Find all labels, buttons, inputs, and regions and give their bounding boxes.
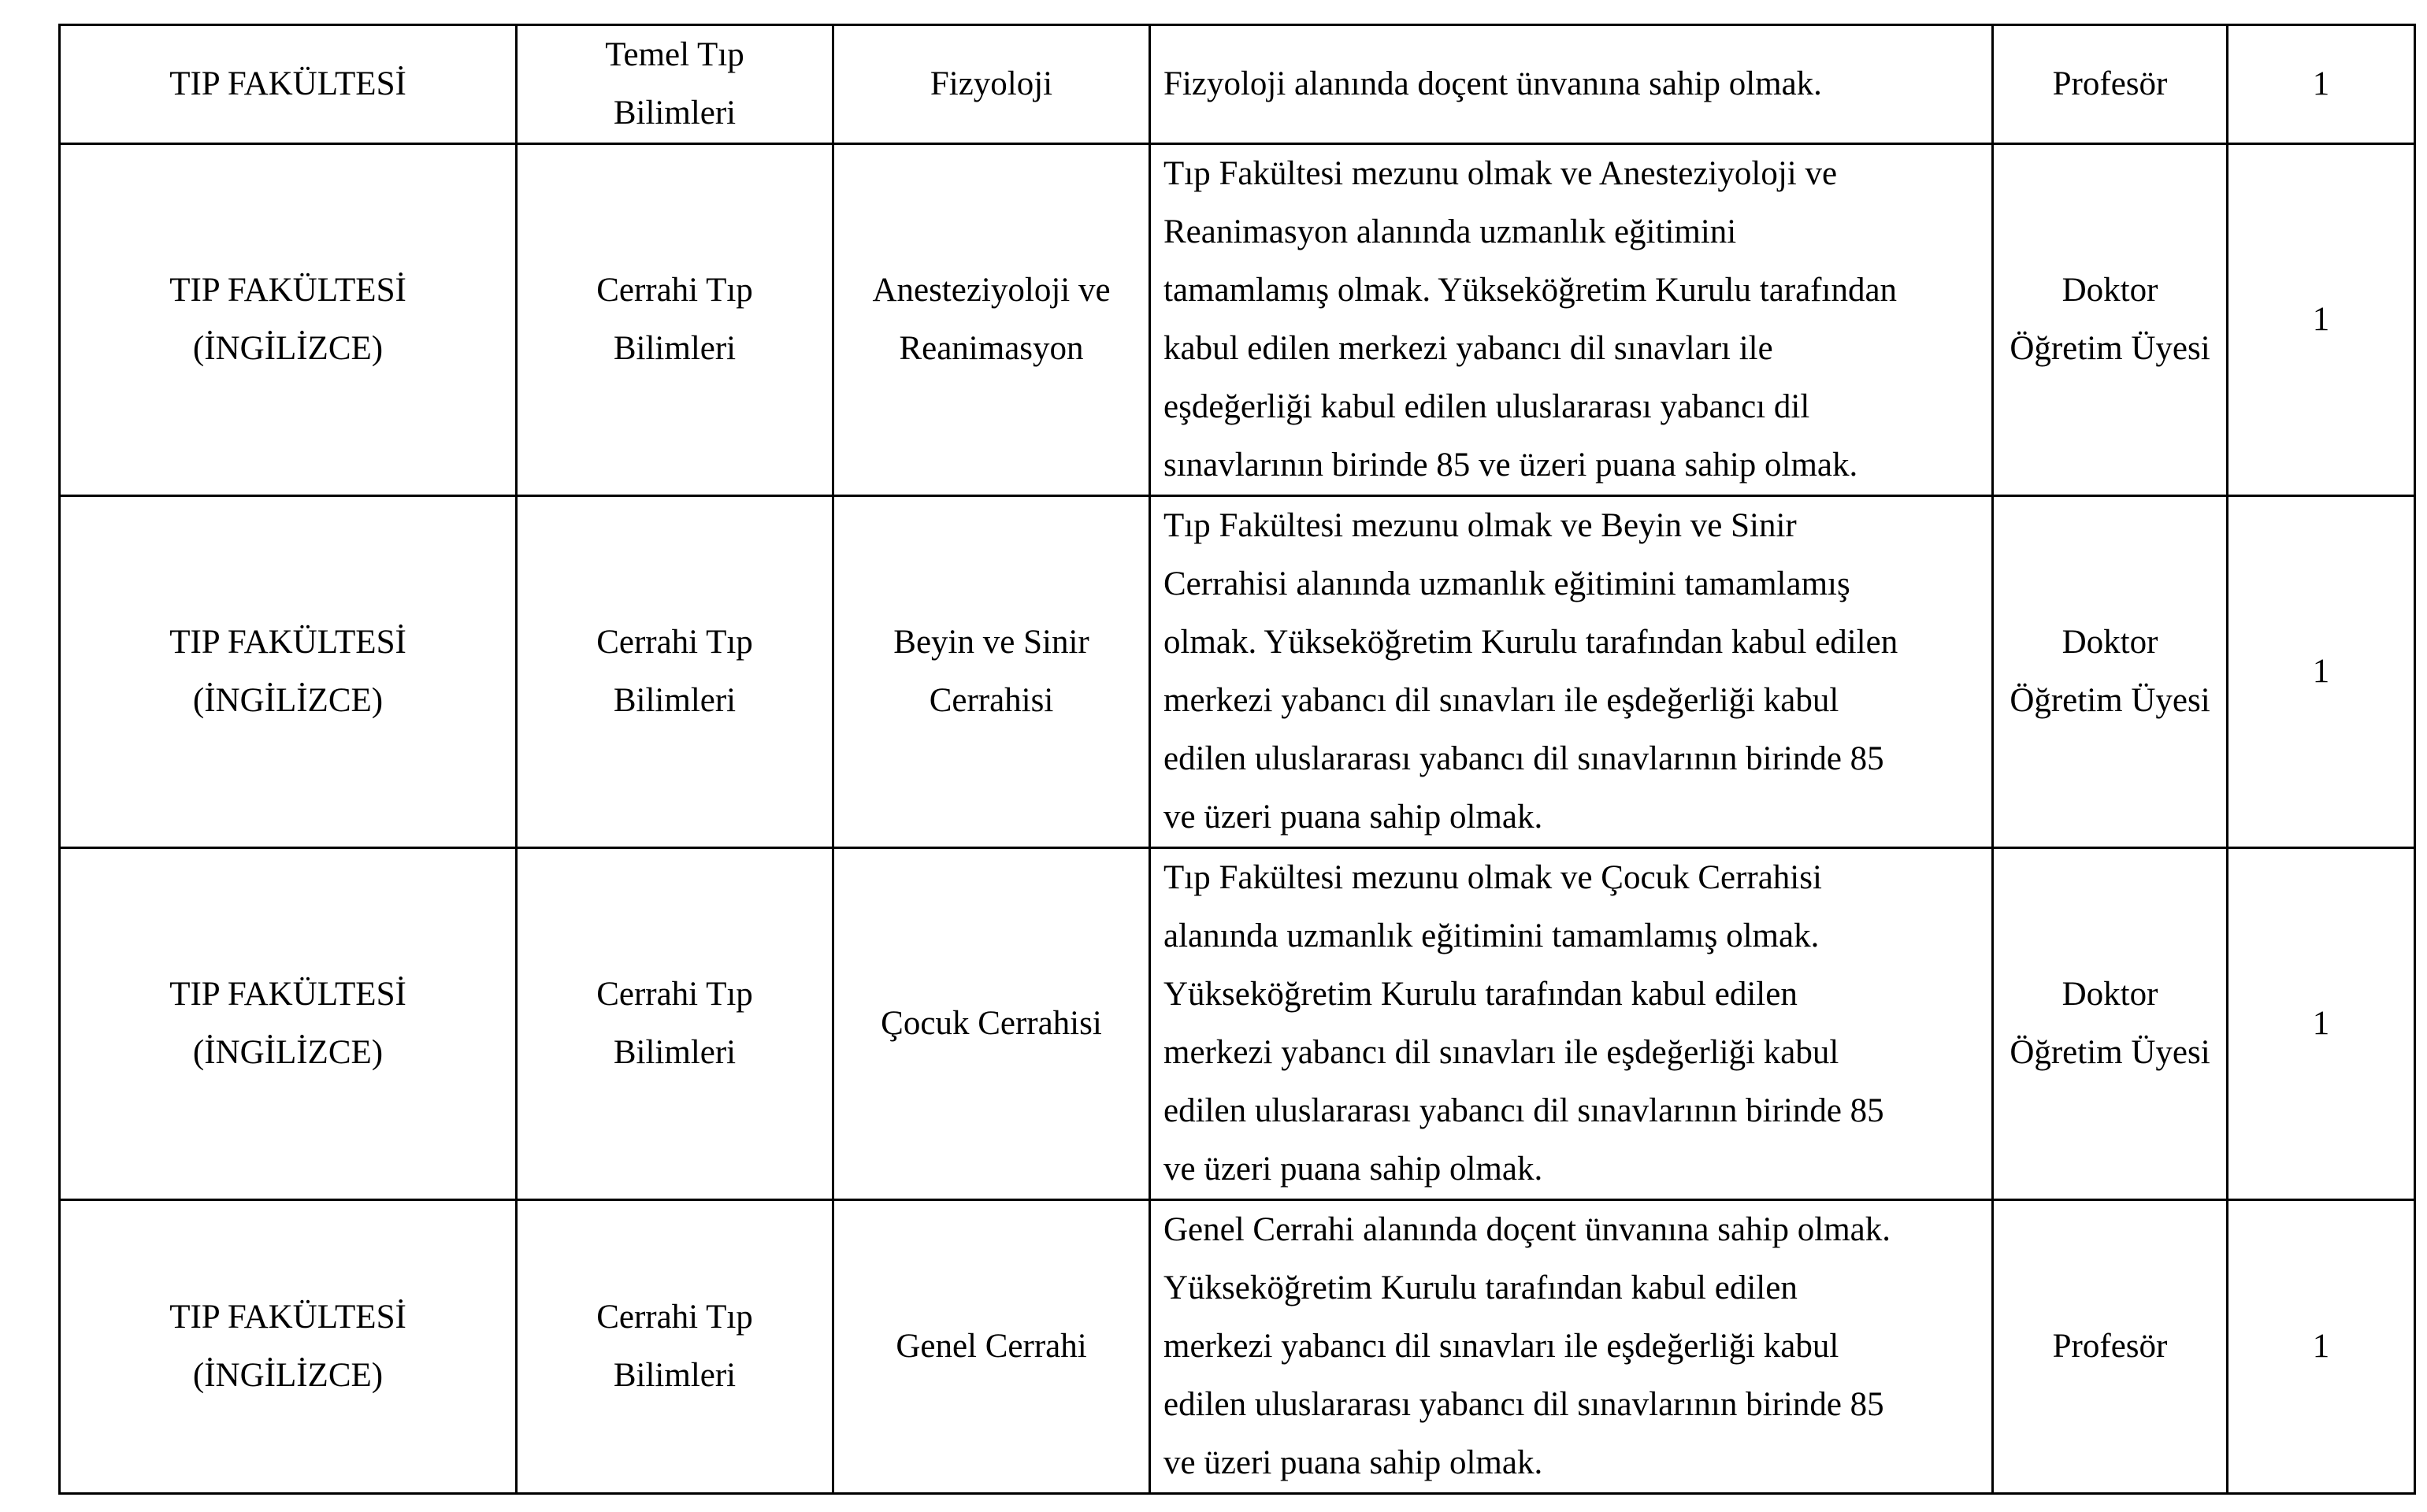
division-line: Fizyoloji (930, 65, 1053, 102)
title-line: Doktor (2061, 976, 2158, 1013)
department-line: Bilimleri (613, 330, 737, 367)
division-line: Beyin ve Sinir (893, 624, 1089, 661)
title-cell (1993, 496, 2228, 848)
division-cell (833, 1200, 1150, 1494)
title-line: Öğretim Üyesi (2010, 682, 2210, 719)
department-cell (517, 25, 833, 144)
requirements-cell (1150, 25, 1993, 144)
division-line: Cerrahisi (929, 682, 1054, 719)
title-line: Doktor (2061, 272, 2158, 309)
department-cell (517, 144, 833, 496)
table-row (60, 848, 2415, 1200)
department-line: Cerrahi Tıp (596, 1299, 753, 1336)
department-line: Cerrahi Tıp (596, 624, 753, 661)
table-row (60, 496, 2415, 848)
department-line: Bilimleri (613, 1034, 737, 1071)
faculty-line: (İNGİLİZCE) (192, 1357, 384, 1394)
count-cell: 1 (2228, 1200, 2415, 1494)
requirements-line: alanında uzmanlık eğitimini tamamlamış olmak. (1163, 917, 1820, 954)
faculty-cell (60, 25, 517, 144)
requirements-line: edilen uluslararası yabancı dil sınavlarının birinde 85 (1163, 740, 1884, 777)
requirements-line: merkezi yabancı dil sınavları ile eşdeğerliği kabul (1163, 682, 1839, 719)
requirements-line: sınavlarının birinde 85 ve üzeri puana sahip olmak. (1163, 447, 1858, 484)
requirements-line: eşdeğerliği kabul edilen uluslararası yabancı dil (1163, 388, 1810, 425)
requirements-line: Genel Cerrahi alanında doçent ünvanına sahip olmak. (1163, 1211, 1891, 1248)
department-line: Bilimleri (613, 94, 737, 132)
faculty-cell (60, 144, 517, 496)
requirements-line: Tıp Fakültesi mezunu olmak ve Anesteziyoloji ve (1163, 155, 1838, 192)
count-cell: 1 (2228, 25, 2415, 144)
requirements-cell (1150, 496, 1993, 848)
table-row (60, 25, 2415, 144)
department-line: Cerrahi Tıp (596, 976, 753, 1013)
division-cell (833, 144, 1150, 496)
faculty-line: TIP FAKÜLTESİ (169, 976, 406, 1013)
department-cell (517, 1200, 833, 1494)
faculty-line: TIP FAKÜLTESİ (169, 65, 406, 102)
title-line: Öğretim Üyesi (2010, 330, 2210, 367)
title-cell (1993, 25, 2228, 144)
faculty-line: TIP FAKÜLTESİ (169, 624, 406, 661)
requirements-line: ve üzeri puana sahip olmak. (1163, 1151, 1543, 1188)
division-line: Reanimasyon (899, 330, 1084, 367)
requirements-line: Reanimasyon alanında uzmanlık eğitimini (1163, 213, 1737, 250)
division-cell (833, 848, 1150, 1200)
department-line: Cerrahi Tıp (596, 272, 753, 309)
department-line: Temel Tıp (605, 36, 744, 73)
requirements-line: Yükseköğretim Kurulu tarafından kabul edilen (1163, 976, 1798, 1013)
faculty-line: (İNGİLİZCE) (192, 330, 384, 367)
title-line: Öğretim Üyesi (2010, 1034, 2210, 1071)
faculty-line: TIP FAKÜLTESİ (169, 272, 406, 309)
requirements-line: merkezi yabancı dil sınavları ile eşdeğerliği kabul (1163, 1034, 1839, 1071)
division-line: Anesteziyoloji ve (872, 272, 1111, 309)
requirements-line: edilen uluslararası yabancı dil sınavlarının birinde 85 (1163, 1386, 1884, 1423)
requirements-line: merkezi yabancı dil sınavları ile eşdeğerliği kabul (1163, 1328, 1839, 1365)
title-cell (1993, 1200, 2228, 1494)
table-row (60, 144, 2415, 496)
division-cell (833, 496, 1150, 848)
title-line: Profesör (2052, 1328, 2168, 1365)
requirements-line: ve üzeri puana sahip olmak. (1163, 1444, 1543, 1481)
faculty-cell (60, 848, 517, 1200)
faculty-cell (60, 1200, 517, 1494)
requirements-line: Tıp Fakültesi mezunu olmak ve Çocuk Cerrahisi (1163, 859, 1822, 896)
title-line: Doktor (2061, 624, 2158, 661)
requirements-line: edilen uluslararası yabancı dil sınavlarının birinde 85 (1163, 1092, 1884, 1129)
count-cell: 1 (2228, 496, 2415, 848)
requirements-line: olmak. Yükseköğretim Kurulu tarafından kabul edilen (1163, 624, 1898, 661)
division-line: Genel Cerrahi (896, 1328, 1087, 1365)
title-cell (1993, 144, 2228, 496)
table-row (60, 1200, 2415, 1494)
requirements-cell (1150, 144, 1993, 496)
requirements-line: tamamlamış olmak. Yükseköğretim Kurulu tarafından (1163, 272, 1898, 309)
department-line: Bilimleri (613, 1357, 737, 1394)
count-cell: 1 (2228, 848, 2415, 1200)
requirements-line: Cerrahisi alanında uzmanlık eğitimini tamamlamış (1163, 565, 1850, 602)
faculty-cell (60, 496, 517, 848)
division-cell (833, 25, 1150, 144)
department-cell (517, 848, 833, 1200)
requirements-cell (1150, 848, 1993, 1200)
faculty-line: (İNGİLİZCE) (192, 1034, 384, 1071)
title-cell (1993, 848, 2228, 1200)
requirements-line: kabul edilen merkezi yabancı dil sınavları ile (1163, 330, 1773, 367)
department-cell (517, 496, 833, 848)
requirements-cell (1150, 1200, 1993, 1494)
department-line: Bilimleri (613, 682, 737, 719)
requirements-line: Tıp Fakültesi mezunu olmak ve Beyin ve Sinir (1163, 507, 1797, 544)
division-line: Çocuk Cerrahisi (881, 1005, 1102, 1042)
positions-table (58, 24, 2416, 1495)
faculty-line: TIP FAKÜLTESİ (169, 1299, 406, 1336)
count-cell: 1 (2228, 144, 2415, 496)
faculty-line: (İNGİLİZCE) (192, 682, 384, 719)
requirements-line: Fizyoloji alanında doçent ünvanına sahip olmak. (1163, 65, 1822, 102)
requirements-line: Yükseköğretim Kurulu tarafından kabul edilen (1163, 1269, 1798, 1306)
requirements-line: ve üzeri puana sahip olmak. (1163, 799, 1543, 836)
title-line: Profesör (2052, 65, 2168, 102)
